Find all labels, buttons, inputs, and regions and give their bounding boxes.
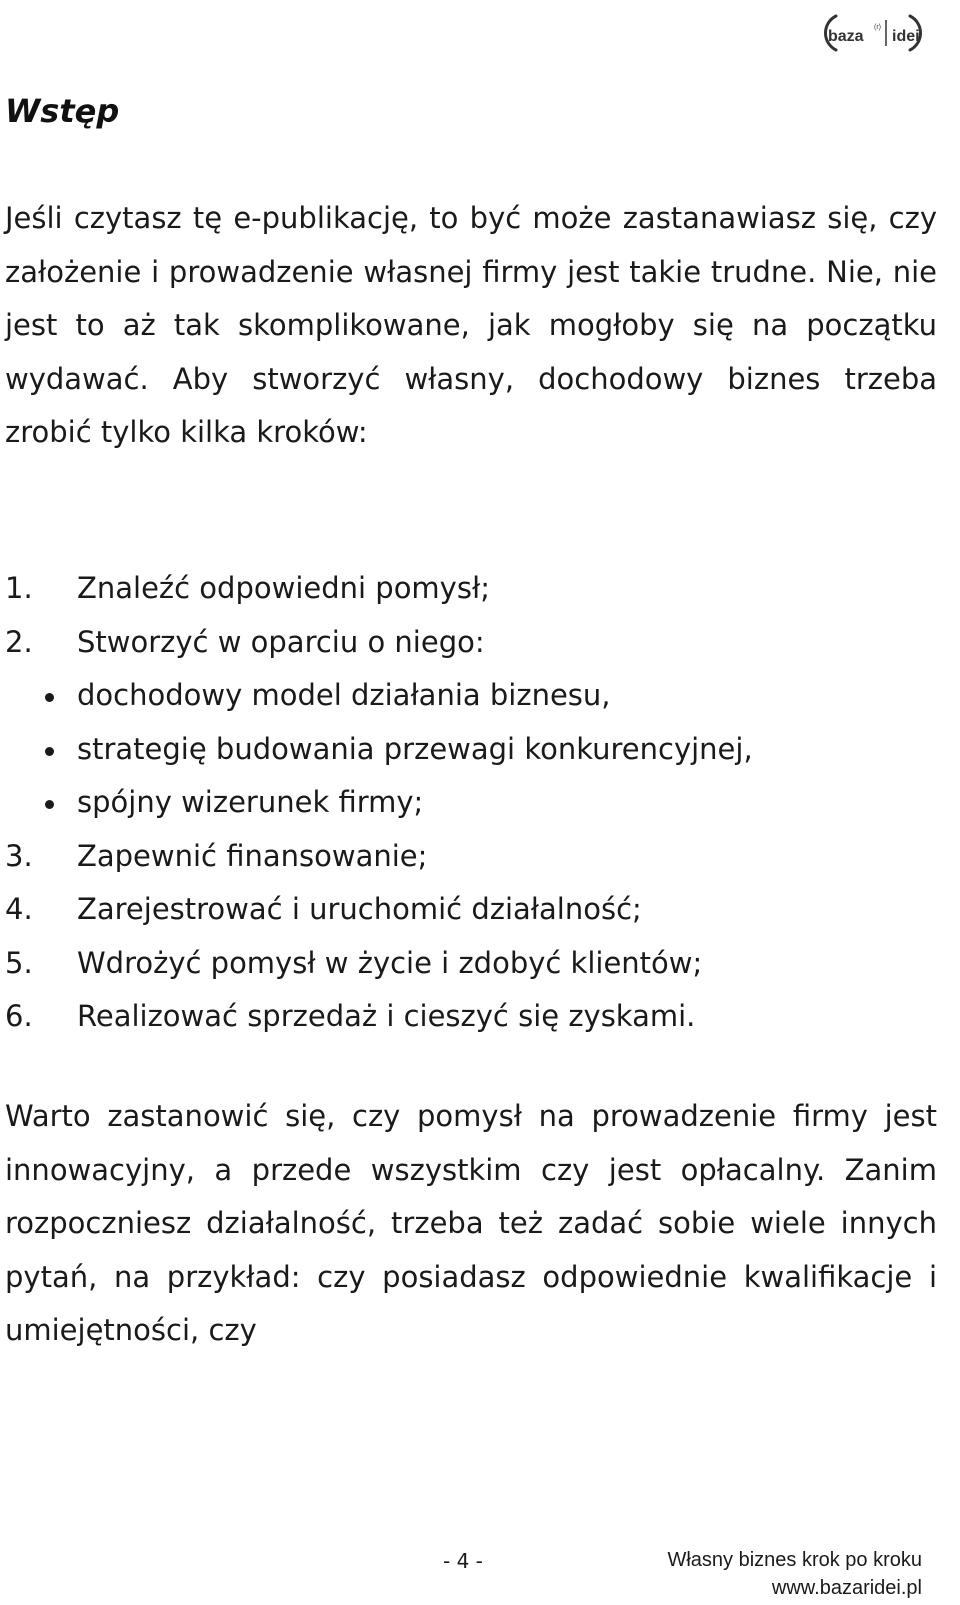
step-item [5,562,935,616]
closing-paragraph: Warto zastanowić się, czy pomysł na prowadzenie firmy jest innowacyjny, a przede wszystkim czy jest opłacalny. Zanim rozpoczniesz działalność, trzeba też zadać sobie wiele innych pytań, na przykład: czy posiadasz odpowiednie kwalifikacje i umiejętności, czy [5,1099,937,1347]
bullet-item [5,776,935,830]
step-number: 4. [5,892,33,926]
step-number: 1. [5,571,33,605]
step-text: Zapewnić finansowanie; [77,838,428,873]
logo-superscript: (r) [874,24,881,31]
step-item [5,883,935,937]
footer [667,1546,922,1602]
step-item [5,616,935,670]
step-text: Wdrożyć pomysł w życie i zdobyć klientów; [77,945,703,980]
bullet-text: spójny wizerunek firmy; [77,785,424,819]
step-number: 6. [5,999,33,1033]
step-text: Realizować sprzedaż i cieszyć się zyskami. [77,999,696,1033]
steps-list [5,562,935,1044]
bazaridei-logo [814,8,932,56]
intro-paragraph: Jeśli czytasz tę e-publikację, to być może zastanawiasz się, czy założenie i prowadzenie własnej firmy jest takie trudne. Nie, nie jest to aż tak skomplikowane, jak mogłoby się na początku wydawać. Aby stworzyć własny, dochodowy biznes trzeba zrobić tylko kilka kroków: [5,201,937,449]
page-number: - 4 - [443,1549,483,1573]
footer-url: www.bazaridei.pl [771,1577,922,1599]
footer-title: Własny biznes krok po kroku [667,1549,922,1571]
step-text: Zarejestrować i uruchomić działalność; [77,892,642,926]
bullet-icon [45,693,54,702]
logo-text-right: idei [892,28,920,45]
section-heading: Wstęp [5,92,120,130]
step-item [5,937,935,991]
bullet-text: strategię budowania przewagi konkurencyjnej, [77,731,753,766]
step-item [5,990,935,1044]
step-number: 2. [5,624,33,659]
step-number: 5. [5,945,33,980]
bullet-text: dochodowy model działania biznesu, [77,678,611,712]
logo-text-left: baza [828,28,864,45]
step-item [5,830,935,884]
bullet-item [5,669,935,723]
bullet-icon [45,800,54,809]
step-text: Znaleźć odpowiedni pomysł; [77,571,490,605]
step-text: Stworzyć w oparciu o niego: [77,624,485,659]
bullet-icon [45,747,54,756]
logo-graphic [814,8,932,56]
bullet-item [5,723,935,777]
step-number: 3. [5,838,33,873]
